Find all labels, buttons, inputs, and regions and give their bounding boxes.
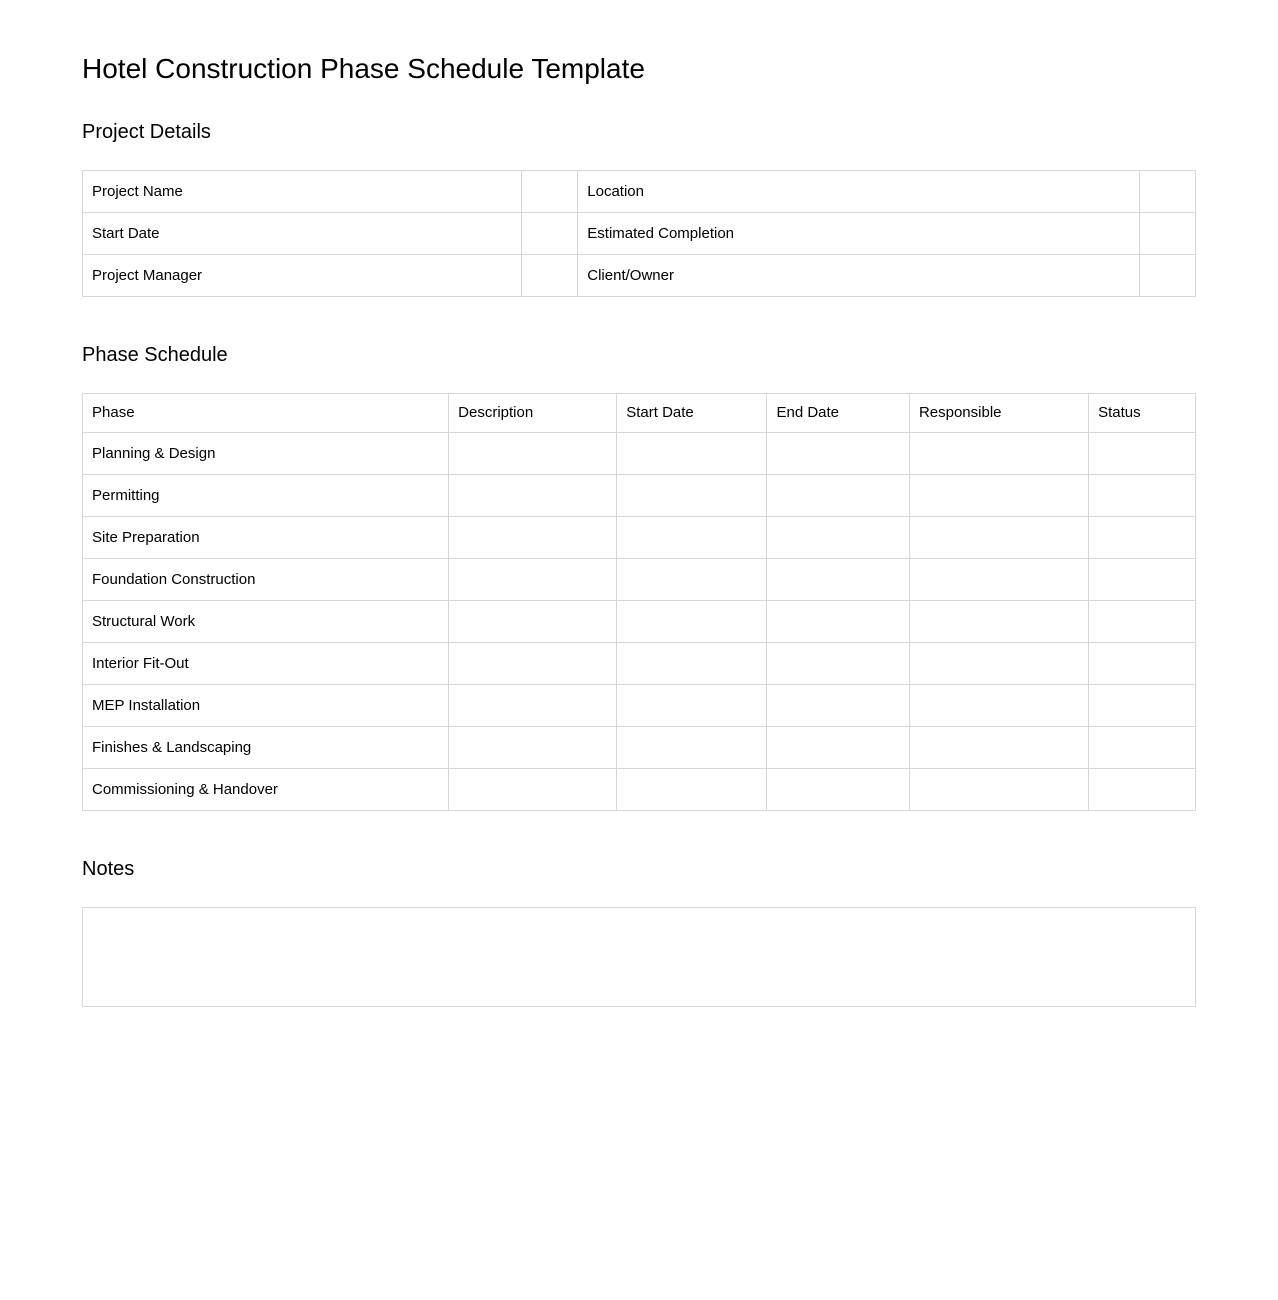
project-name-label: Project Name — [83, 170, 522, 212]
phase-name-cell: Permitting — [83, 474, 449, 516]
description-cell[interactable] — [449, 684, 617, 726]
start-date-cell[interactable] — [617, 558, 767, 600]
column-header-phase: Phase — [83, 393, 449, 432]
status-cell[interactable] — [1089, 432, 1196, 474]
status-cell[interactable] — [1089, 726, 1196, 768]
end-date-cell[interactable] — [767, 600, 909, 642]
responsible-cell[interactable] — [909, 600, 1088, 642]
project-manager-value-cell[interactable] — [521, 254, 578, 296]
details-row — [83, 254, 1196, 296]
responsible-cell[interactable] — [909, 432, 1088, 474]
project-details-heading: Project Details — [82, 120, 211, 143]
responsible-cell[interactable] — [909, 516, 1088, 558]
location-value-cell[interactable] — [1140, 170, 1196, 212]
details-row — [83, 170, 1196, 212]
end-date-cell[interactable] — [767, 684, 909, 726]
phase-name-cell: Structural Work — [83, 600, 449, 642]
estimated-completion-label: Estimated Completion — [578, 212, 1140, 254]
phase-name-cell: Finishes & Landscaping — [83, 726, 449, 768]
description-cell[interactable] — [449, 600, 617, 642]
description-cell[interactable] — [449, 558, 617, 600]
start-date-cell[interactable] — [617, 726, 767, 768]
details-row — [83, 212, 1196, 254]
description-cell[interactable] — [449, 474, 617, 516]
project-details-table — [82, 170, 1196, 297]
responsible-cell[interactable] — [909, 558, 1088, 600]
description-cell[interactable] — [449, 726, 617, 768]
column-header-description: Description — [449, 393, 617, 432]
status-cell[interactable] — [1089, 642, 1196, 684]
description-cell[interactable] — [449, 642, 617, 684]
start-date-cell[interactable] — [617, 516, 767, 558]
column-header-status: Status — [1089, 393, 1196, 432]
status-cell[interactable] — [1089, 516, 1196, 558]
start-date-label: Start Date — [83, 212, 522, 254]
status-cell[interactable] — [1089, 768, 1196, 810]
start-date-cell[interactable] — [617, 474, 767, 516]
start-date-cell[interactable] — [617, 768, 767, 810]
phase-row — [83, 516, 1196, 558]
end-date-cell[interactable] — [767, 768, 909, 810]
phase-header-row — [83, 393, 1196, 432]
phase-row — [83, 474, 1196, 516]
phase-name-cell: MEP Installation — [83, 684, 449, 726]
end-date-cell[interactable] — [767, 432, 909, 474]
status-cell[interactable] — [1089, 684, 1196, 726]
description-cell[interactable] — [449, 432, 617, 474]
phase-name-cell: Foundation Construction — [83, 558, 449, 600]
project-name-value-cell[interactable] — [521, 170, 578, 212]
phase-name-cell: Planning & Design — [83, 432, 449, 474]
responsible-cell[interactable] — [909, 684, 1088, 726]
phase-row — [83, 600, 1196, 642]
page-title: Hotel Construction Phase Schedule Template — [82, 53, 645, 84]
status-cell[interactable] — [1089, 600, 1196, 642]
status-cell[interactable] — [1089, 558, 1196, 600]
start-date-value-cell[interactable] — [521, 212, 578, 254]
responsible-cell[interactable] — [909, 726, 1088, 768]
end-date-cell[interactable] — [767, 474, 909, 516]
status-cell[interactable] — [1089, 474, 1196, 516]
description-cell[interactable] — [449, 768, 617, 810]
responsible-cell[interactable] — [909, 642, 1088, 684]
phase-row — [83, 684, 1196, 726]
phase-row — [83, 768, 1196, 810]
project-manager-label: Project Manager — [83, 254, 522, 296]
phase-row — [83, 642, 1196, 684]
notes-heading: Notes — [82, 857, 135, 880]
description-cell[interactable] — [449, 516, 617, 558]
responsible-cell[interactable] — [909, 474, 1088, 516]
client-owner-label: Client/Owner — [578, 254, 1140, 296]
phase-schedule-table — [82, 393, 1196, 811]
location-label: Location — [578, 170, 1140, 212]
start-date-cell[interactable] — [617, 600, 767, 642]
phase-name-cell: Site Preparation — [83, 516, 449, 558]
column-header-start-date: Start Date — [617, 393, 767, 432]
end-date-cell[interactable] — [767, 726, 909, 768]
estimated-completion-value-cell[interactable] — [1140, 212, 1196, 254]
end-date-cell[interactable] — [767, 558, 909, 600]
notes-box[interactable] — [82, 907, 1196, 1007]
phase-name-cell: Commissioning & Handover — [83, 768, 449, 810]
start-date-cell[interactable] — [617, 684, 767, 726]
end-date-cell[interactable] — [767, 642, 909, 684]
start-date-cell[interactable] — [617, 432, 767, 474]
column-header-end-date: End Date — [767, 393, 909, 432]
phase-schedule-heading: Phase Schedule — [82, 343, 228, 366]
column-header-responsible: Responsible — [909, 393, 1088, 432]
phase-row — [83, 558, 1196, 600]
phase-row — [83, 432, 1196, 474]
client-owner-value-cell[interactable] — [1140, 254, 1196, 296]
start-date-cell[interactable] — [617, 642, 767, 684]
phase-name-cell: Interior Fit-Out — [83, 642, 449, 684]
responsible-cell[interactable] — [909, 768, 1088, 810]
end-date-cell[interactable] — [767, 516, 909, 558]
phase-row — [83, 726, 1196, 768]
